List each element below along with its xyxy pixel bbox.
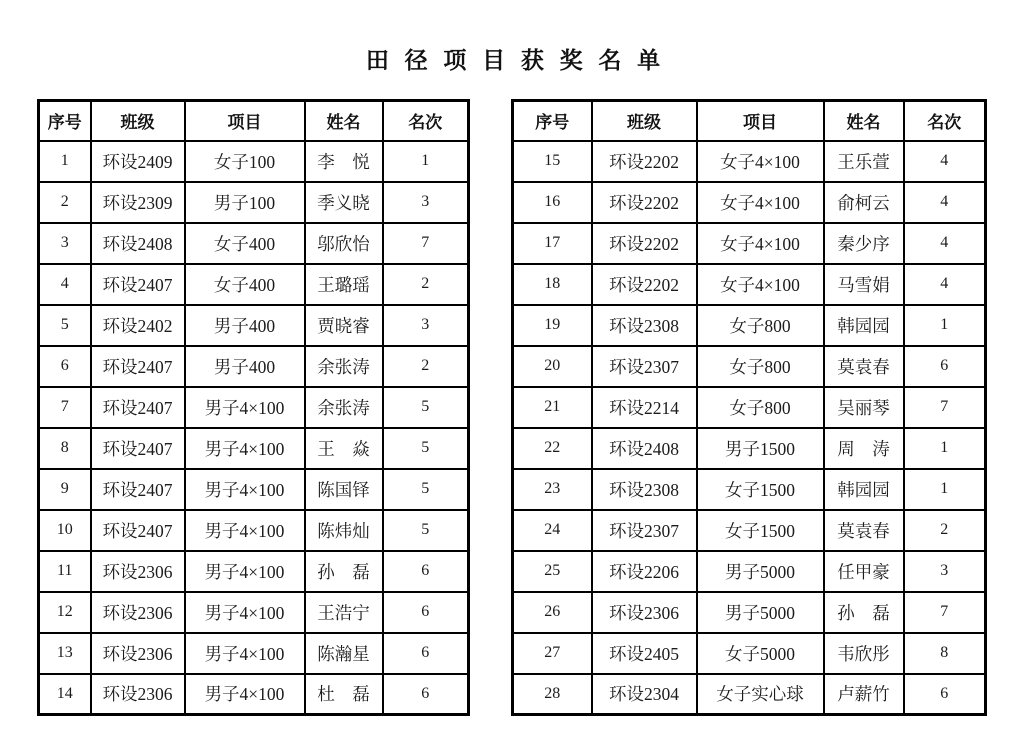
name-cell: 韦欣彤	[824, 633, 904, 674]
class-cell: 环设2306	[91, 674, 185, 715]
table-row	[513, 469, 986, 510]
name-cell: 秦少序	[824, 223, 904, 264]
name-cell: 韩园园	[824, 305, 904, 346]
name-cell: 杜 磊	[305, 674, 383, 715]
table-row	[39, 633, 469, 674]
index-cell: 19	[513, 305, 592, 346]
class-cell: 环设2408	[91, 223, 185, 264]
index-cell: 28	[513, 674, 592, 715]
rank-cell: 5	[383, 387, 469, 428]
event-cell: 男子1500	[697, 428, 824, 469]
table-row	[513, 510, 986, 551]
name-cell: 周 涛	[824, 428, 904, 469]
name-cell: 李 悦	[305, 141, 383, 182]
col-header-rank: 名次	[383, 101, 469, 141]
index-cell: 8	[39, 428, 91, 469]
index-cell: 15	[513, 141, 592, 182]
rank-cell: 7	[904, 592, 986, 633]
event-cell: 女子1500	[697, 510, 824, 551]
class-cell: 环设2402	[91, 305, 185, 346]
class-cell: 环设2304	[592, 674, 697, 715]
index-cell: 3	[39, 223, 91, 264]
table-row	[39, 592, 469, 633]
col-header-class: 班级	[91, 101, 185, 141]
table-row	[39, 387, 469, 428]
index-cell: 27	[513, 633, 592, 674]
event-cell: 男子4×100	[185, 633, 305, 674]
rank-cell: 3	[904, 551, 986, 592]
awards-table-left	[37, 99, 470, 716]
rank-cell: 1	[904, 469, 986, 510]
name-cell: 王浩宁	[305, 592, 383, 633]
name-cell: 王乐萱	[824, 141, 904, 182]
class-cell: 环设2307	[592, 510, 697, 551]
index-cell: 17	[513, 223, 592, 264]
table-row	[513, 633, 986, 674]
class-cell: 环设2202	[592, 182, 697, 223]
index-cell: 20	[513, 346, 592, 387]
event-cell: 男子4×100	[185, 510, 305, 551]
table-row	[513, 428, 986, 469]
rank-cell: 5	[383, 428, 469, 469]
index-cell: 7	[39, 387, 91, 428]
table-body	[513, 141, 986, 715]
event-cell: 男子4×100	[185, 674, 305, 715]
rank-cell: 5	[383, 469, 469, 510]
index-cell: 23	[513, 469, 592, 510]
name-cell: 陈国铎	[305, 469, 383, 510]
index-cell: 2	[39, 182, 91, 223]
class-cell: 环设2307	[592, 346, 697, 387]
table-row	[513, 223, 986, 264]
rank-cell: 3	[383, 182, 469, 223]
class-cell: 环设2308	[592, 305, 697, 346]
header-row	[39, 101, 469, 141]
class-cell: 环设2405	[592, 633, 697, 674]
event-cell: 男子4×100	[185, 428, 305, 469]
event-cell: 女子100	[185, 141, 305, 182]
table-row	[39, 428, 469, 469]
awards-table-right	[511, 99, 987, 716]
class-cell: 环设2407	[91, 264, 185, 305]
name-cell: 卢薪竹	[824, 674, 904, 715]
event-cell: 女子800	[697, 346, 824, 387]
col-header-rank: 名次	[904, 101, 986, 141]
class-cell: 环设2214	[592, 387, 697, 428]
index-cell: 18	[513, 264, 592, 305]
rank-cell: 6	[904, 674, 986, 715]
index-cell: 22	[513, 428, 592, 469]
name-cell: 莫袁春	[824, 346, 904, 387]
table-row	[39, 305, 469, 346]
table-row	[513, 264, 986, 305]
name-cell: 邬欣怡	[305, 223, 383, 264]
class-cell: 环设2408	[592, 428, 697, 469]
event-cell: 女子800	[697, 387, 824, 428]
event-cell: 男子5000	[697, 551, 824, 592]
rank-cell: 3	[383, 305, 469, 346]
name-cell: 王 焱	[305, 428, 383, 469]
table-row	[513, 141, 986, 182]
name-cell: 任甲豪	[824, 551, 904, 592]
rank-cell: 4	[904, 141, 986, 182]
index-cell: 24	[513, 510, 592, 551]
event-cell: 男子400	[185, 346, 305, 387]
class-cell: 环设2409	[91, 141, 185, 182]
class-cell: 环设2407	[91, 469, 185, 510]
class-cell: 环设2407	[91, 510, 185, 551]
name-cell: 马雪娟	[824, 264, 904, 305]
rank-cell: 5	[383, 510, 469, 551]
class-cell: 环设2306	[91, 633, 185, 674]
name-cell: 陈瀚星	[305, 633, 383, 674]
event-cell: 女子800	[697, 305, 824, 346]
index-cell: 4	[39, 264, 91, 305]
rank-cell: 7	[383, 223, 469, 264]
index-cell: 1	[39, 141, 91, 182]
event-cell: 男子5000	[697, 592, 824, 633]
col-header-name: 姓名	[824, 101, 904, 141]
event-cell: 女子5000	[697, 633, 824, 674]
table-row	[513, 592, 986, 633]
table-body	[39, 141, 469, 715]
name-cell: 韩园园	[824, 469, 904, 510]
event-cell: 男子4×100	[185, 551, 305, 592]
col-header-index: 序号	[513, 101, 592, 141]
event-cell: 女子4×100	[697, 141, 824, 182]
index-cell: 16	[513, 182, 592, 223]
event-cell: 女子4×100	[697, 223, 824, 264]
table-row	[513, 305, 986, 346]
event-cell: 男子400	[185, 305, 305, 346]
col-header-class: 班级	[592, 101, 697, 141]
table-row	[39, 223, 469, 264]
index-cell: 9	[39, 469, 91, 510]
name-cell: 季义晓	[305, 182, 383, 223]
table-row	[39, 674, 469, 715]
class-cell: 环设2407	[91, 428, 185, 469]
event-cell: 男子4×100	[185, 592, 305, 633]
class-cell: 环设2407	[91, 387, 185, 428]
rank-cell: 7	[904, 387, 986, 428]
rank-cell: 1	[904, 305, 986, 346]
rank-cell: 2	[904, 510, 986, 551]
index-cell: 13	[39, 633, 91, 674]
table-row	[513, 346, 986, 387]
event-cell: 女子400	[185, 264, 305, 305]
event-cell: 女子1500	[697, 469, 824, 510]
index-cell: 26	[513, 592, 592, 633]
name-cell: 贾晓睿	[305, 305, 383, 346]
event-cell: 女子实心球	[697, 674, 824, 715]
name-cell: 孙 磊	[305, 551, 383, 592]
class-cell: 环设2306	[91, 551, 185, 592]
class-cell: 环设2202	[592, 223, 697, 264]
rank-cell: 2	[383, 264, 469, 305]
index-cell: 25	[513, 551, 592, 592]
class-cell: 环设2206	[592, 551, 697, 592]
table-row	[39, 346, 469, 387]
name-cell: 余张涛	[305, 387, 383, 428]
header-row	[513, 101, 986, 141]
col-header-index: 序号	[39, 101, 91, 141]
col-header-event: 项目	[185, 101, 305, 141]
name-cell: 俞柯云	[824, 182, 904, 223]
class-cell: 环设2407	[91, 346, 185, 387]
table-row	[513, 182, 986, 223]
name-cell: 吴丽琴	[824, 387, 904, 428]
event-cell: 女子4×100	[697, 264, 824, 305]
name-cell: 王璐瑶	[305, 264, 383, 305]
table-row	[39, 182, 469, 223]
table-row	[513, 551, 986, 592]
page-title: 田 径 项 目 获 奖 名 单	[365, 48, 666, 73]
class-cell: 环设2306	[592, 592, 697, 633]
rank-cell: 4	[904, 264, 986, 305]
event-cell: 男子4×100	[185, 469, 305, 510]
class-cell: 环设2202	[592, 141, 697, 182]
rank-cell: 1	[383, 141, 469, 182]
class-cell: 环设2308	[592, 469, 697, 510]
name-cell: 陈炜灿	[305, 510, 383, 551]
rank-cell: 6	[383, 551, 469, 592]
table-row	[39, 141, 469, 182]
index-cell: 10	[39, 510, 91, 551]
table-row	[39, 510, 469, 551]
rank-cell: 1	[904, 428, 986, 469]
class-cell: 环设2309	[91, 182, 185, 223]
rank-cell: 6	[383, 592, 469, 633]
index-cell: 21	[513, 387, 592, 428]
rank-cell: 4	[904, 182, 986, 223]
rank-cell: 6	[383, 633, 469, 674]
name-cell: 莫袁春	[824, 510, 904, 551]
index-cell: 14	[39, 674, 91, 715]
class-cell: 环设2306	[91, 592, 185, 633]
table-row	[513, 674, 986, 715]
tables-container	[37, 99, 987, 716]
name-cell: 余张涛	[305, 346, 383, 387]
table-row	[513, 387, 986, 428]
rank-cell: 8	[904, 633, 986, 674]
col-header-name: 姓名	[305, 101, 383, 141]
index-cell: 6	[39, 346, 91, 387]
table-row	[39, 551, 469, 592]
rank-cell: 6	[904, 346, 986, 387]
rank-cell: 2	[383, 346, 469, 387]
col-header-event: 项目	[697, 101, 824, 141]
event-cell: 女子4×100	[697, 182, 824, 223]
class-cell: 环设2202	[592, 264, 697, 305]
table-row	[39, 469, 469, 510]
rank-cell: 4	[904, 223, 986, 264]
event-cell: 男子100	[185, 182, 305, 223]
name-cell: 孙 磊	[824, 592, 904, 633]
event-cell: 男子4×100	[185, 387, 305, 428]
rank-cell: 6	[383, 674, 469, 715]
table-row	[39, 264, 469, 305]
index-cell: 5	[39, 305, 91, 346]
event-cell: 女子400	[185, 223, 305, 264]
index-cell: 12	[39, 592, 91, 633]
index-cell: 11	[39, 551, 91, 592]
